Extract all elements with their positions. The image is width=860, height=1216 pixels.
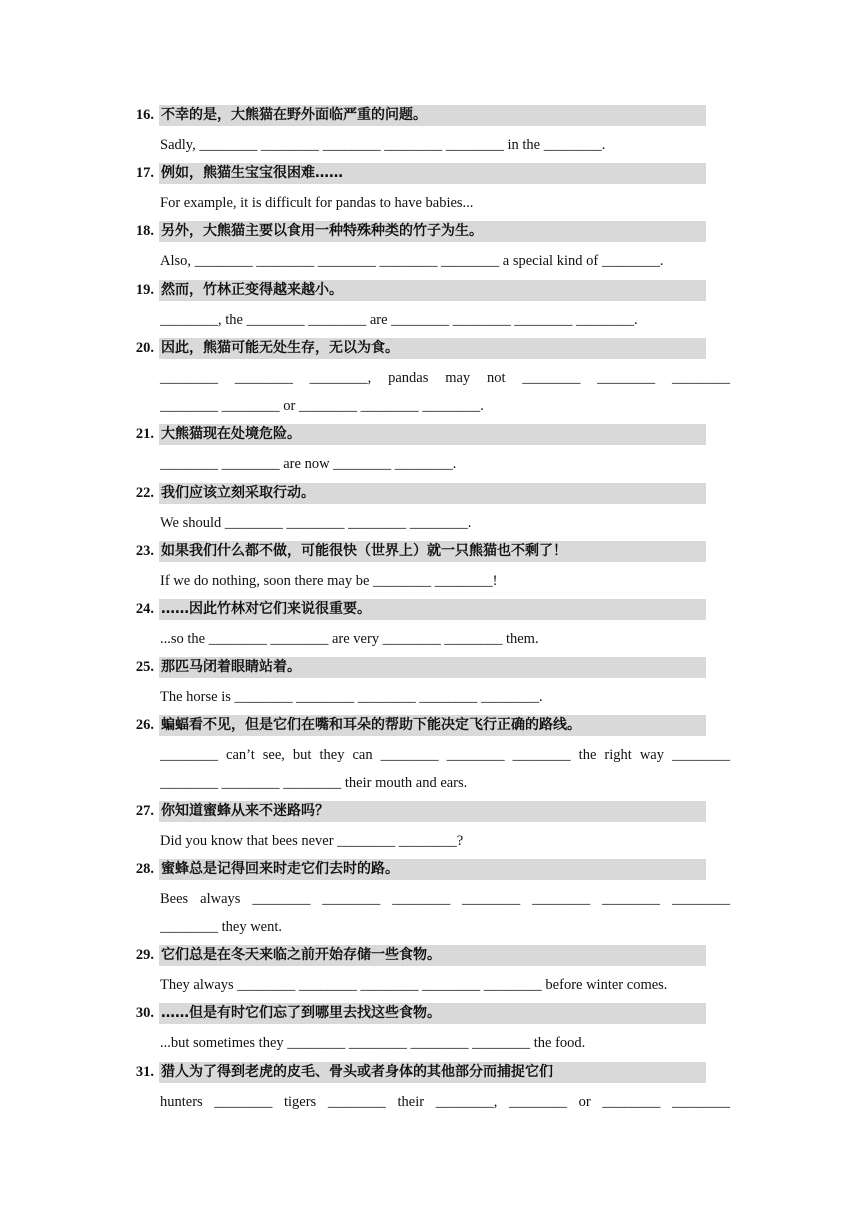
item-number: 25. — [135, 659, 154, 675]
item-number: 21. — [135, 426, 154, 442]
item-number: 29. — [135, 947, 154, 963]
chinese-prompt: ……但是有时它们忘了到哪里去找这些食物。 — [159, 1003, 706, 1024]
chinese-prompt: 你知道蜜蜂从来不迷路吗？ — [159, 801, 706, 822]
item-number: 16. — [135, 107, 154, 123]
english-line: Also, ________ ________ ________ ________ ________ a special kind of ________. — [160, 253, 664, 269]
english-line: ...so the ________ ________ are very ________ ________ them. — [160, 631, 539, 647]
item-number: 20. — [135, 340, 154, 356]
item-number: 22. — [135, 485, 154, 501]
chinese-prompt: 如果我们什么都不做，可能很快（世界上）就一只熊猫也不剩了！ — [159, 541, 706, 562]
english-line: For example, it is difficult for pandas to have babies... — [160, 195, 474, 211]
chinese-prompt: 另外，大熊猫主要以食用一种特殊种类的竹子为生。 — [159, 221, 706, 242]
item-number: 30. — [135, 1005, 154, 1021]
english-line: Did you know that bees never ________ ________? — [160, 833, 464, 849]
english-line: ...but sometimes they ________ ________ ________ ________ the food. — [160, 1035, 586, 1051]
chinese-prompt: 例如，熊猫生宝宝很困难…… — [159, 163, 706, 184]
english-line: Bees always ________ ________ ________ ________ ________ ________ ________ — [160, 891, 730, 907]
chinese-prompt: 大熊猫现在处境危险。 — [159, 424, 706, 445]
item-number: 31. — [135, 1064, 154, 1080]
english-line: Sadly, ________ ________ ________ ________ ________ in the ________. — [160, 137, 606, 153]
english-line: ________, the ________ ________ are ________ ________ ________ ________. — [160, 312, 638, 328]
english-line: ________ ________ ________ their mouth and ears. — [160, 775, 468, 791]
chinese-prompt: 不幸的是，大熊猫在野外面临严重的问题。 — [159, 105, 706, 126]
item-number: 23. — [135, 543, 154, 559]
chinese-prompt: 我们应该立刻采取行动。 — [159, 483, 706, 504]
english-line: ________ ________ ________, pandas may not ________ ________ ________ — [160, 370, 730, 386]
english-line: ________ they went. — [160, 919, 283, 935]
english-line: ________ ________ or ________ ________ ________. — [160, 398, 484, 414]
english-line: ________ can’t see, but they can ________ ________ ________ the right way ________ — [160, 747, 730, 763]
english-line: If we do nothing, soon there may be ________ ________! — [160, 573, 498, 589]
item-number: 18. — [135, 223, 154, 239]
chinese-prompt: 然而，竹林正变得越来越小。 — [159, 280, 706, 301]
item-number: 26. — [135, 717, 154, 733]
chinese-prompt: 蝙蝠看不见，但是它们在嘴和耳朵的帮助下能决定飞行正确的路线。 — [159, 715, 706, 736]
item-number: 24. — [135, 601, 154, 617]
item-number: 19. — [135, 282, 154, 298]
chinese-prompt: 猎人为了得到老虎的皮毛、骨头或者身体的其他部分而捕捉它们 — [159, 1062, 706, 1083]
chinese-prompt: ……因此竹林对它们来说很重要。 — [159, 599, 706, 620]
item-number: 28. — [135, 861, 154, 877]
chinese-prompt: 它们总是在冬天来临之前开始存储一些食物。 — [159, 945, 706, 966]
english-line: ________ ________ are now ________ ________. — [160, 456, 457, 472]
chinese-prompt: 那匹马闭着眼睛站着。 — [159, 657, 706, 678]
chinese-prompt: 蜜蜂总是记得回来时走它们去时的路。 — [159, 859, 706, 880]
item-number: 17. — [135, 165, 154, 181]
english-line: We should ________ ________ ________ ________. — [160, 515, 472, 531]
english-line: hunters ________ tigers ________ their ________, ________ or ________ ________ — [160, 1094, 730, 1110]
english-line: They always ________ ________ ________ ________ ________ before winter comes. — [160, 977, 668, 993]
english-line: The horse is ________ ________ ________ ________ ________. — [160, 689, 543, 705]
item-number: 27. — [135, 803, 154, 819]
chinese-prompt: 因此，熊猫可能无处生存，无以为食。 — [159, 338, 706, 359]
